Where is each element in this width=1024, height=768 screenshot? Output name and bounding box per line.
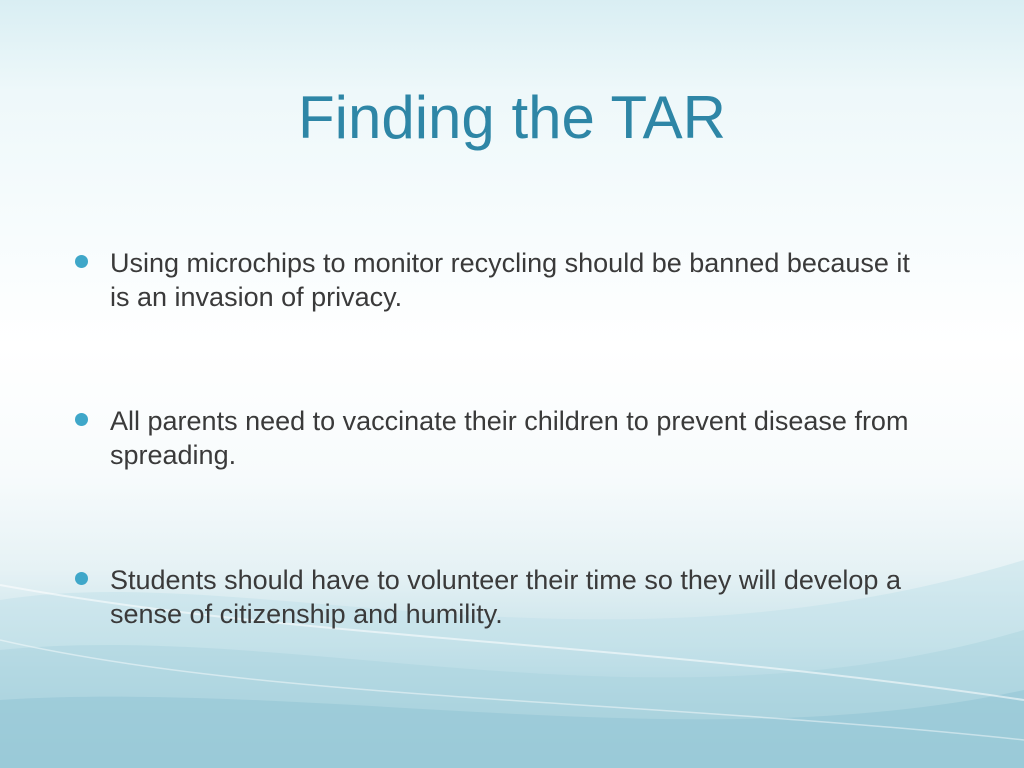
bullet-item bbox=[72, 404, 932, 472]
bullet-dot-icon bbox=[75, 413, 88, 426]
bullet-dot-icon bbox=[75, 572, 88, 585]
bullet-text: All parents need to vaccinate their children to prevent disease from spreading. bbox=[110, 406, 909, 470]
slide-title: Finding the TAR bbox=[298, 84, 726, 151]
bullet-item bbox=[72, 246, 932, 314]
bullet-dot-icon bbox=[75, 255, 88, 268]
bullet-text: Using microchips to monitor recycling should be banned because it is an invasion of privacy. bbox=[110, 248, 910, 312]
bullet-text: Students should have to volunteer their time so they will develop a sense of citizenship and humility. bbox=[110, 565, 901, 629]
bullet-item bbox=[72, 563, 932, 631]
